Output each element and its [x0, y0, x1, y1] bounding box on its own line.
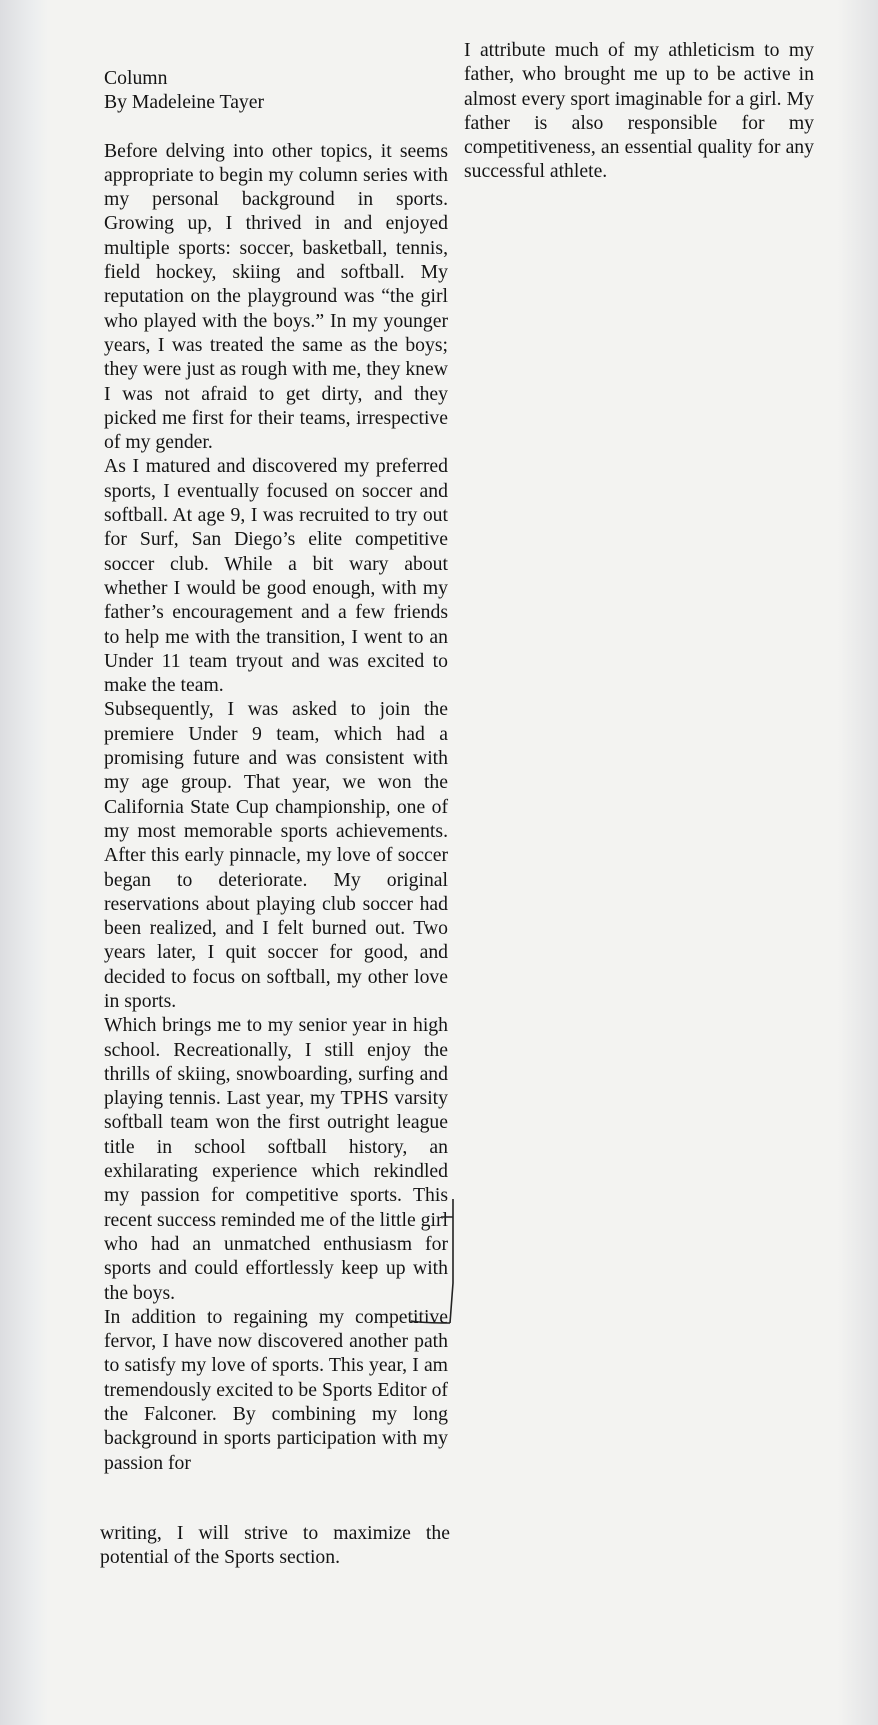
paragraph-3: Subsequently, I was asked to join the premiere Under 9 team, which had a promising future and was consistent with my age group. That year, we won the California State Cup championship, one of my most memorable sports achievements. After this early pinnacle, my love of soccer began to deteriorate. My original reservations about playing club soccer had been realized, and I felt burned out. Two years later, I quit soccer for good, and decided to focus on softball, my other love in sports. — [104, 698, 448, 1012]
paragraph-5-continued: writing, I will strive to maximize the potential of the Sports section. — [100, 1522, 450, 1569]
paragraph-5: In addition to regaining my competitive fervor, I have now discovered another path to satisfy my love of sports. This year, I am tremendously excited to be Sports Editor of the Falconer. By combining my long background in sports participation with my passion for — [104, 1305, 448, 1474]
continuation-paragraph — [100, 1521, 450, 1570]
paste-up-bracket-mark — [393, 1195, 459, 1335]
column-kicker: Column — [104, 67, 168, 89]
paragraph-1: Before delving into other topics, it seems appropriate to begin my column series with my personal background in sports. Growing up, I thrived in and enjoyed multiple sports: soccer, basketball, tennis, field hockey, skiing and softball. My reputation on the playground was “the girl who played with the boys.” In my younger years, I was treated the same as the boys; they were just as rough with me, they knew I was not afraid to get dirty, and they picked me first for their teams, irrespective of my gender. — [104, 139, 448, 454]
byline: By Madeleine Tayer — [104, 91, 265, 114]
paragraph-2: As I matured and discovered my preferred sports, I eventually focused on soccer and softball. At age 9, I was recruited to try out for Surf, San Diego’s elite competitive soccer club. While a bit wary about whether I would be good enough, with my father’s encouragement and a few friends to help me with the transition, I went to an Under 11 team tryout and was excited to make the team. — [104, 455, 448, 697]
scan-shadow-right — [838, 0, 878, 1725]
scan-shadow-left — [0, 0, 48, 1725]
paragraph-4: Which brings me to my senior year in high school. Recreationally, I still enjoy the thrills of skiing, snowboarding, surfing and playing tennis. Last year, my TPHS varsity softball team won the first outright league title in school softball history, an exhilarating experience which rekindled my passion for competitive sports. This recent success reminded me of the little girl who had an unmatched enthusiasm for sports and could effortlessly keep up with the boys. — [104, 1014, 448, 1304]
right-paragraph: I attribute much of my athleticism to my father, who brought me up to be active in almost every sport imaginable for a girl. My father is also responsible for my competitiveness, an essential quality for any successful athlete. — [464, 39, 814, 183]
article-header — [104, 66, 448, 115]
right-column — [464, 38, 814, 184]
